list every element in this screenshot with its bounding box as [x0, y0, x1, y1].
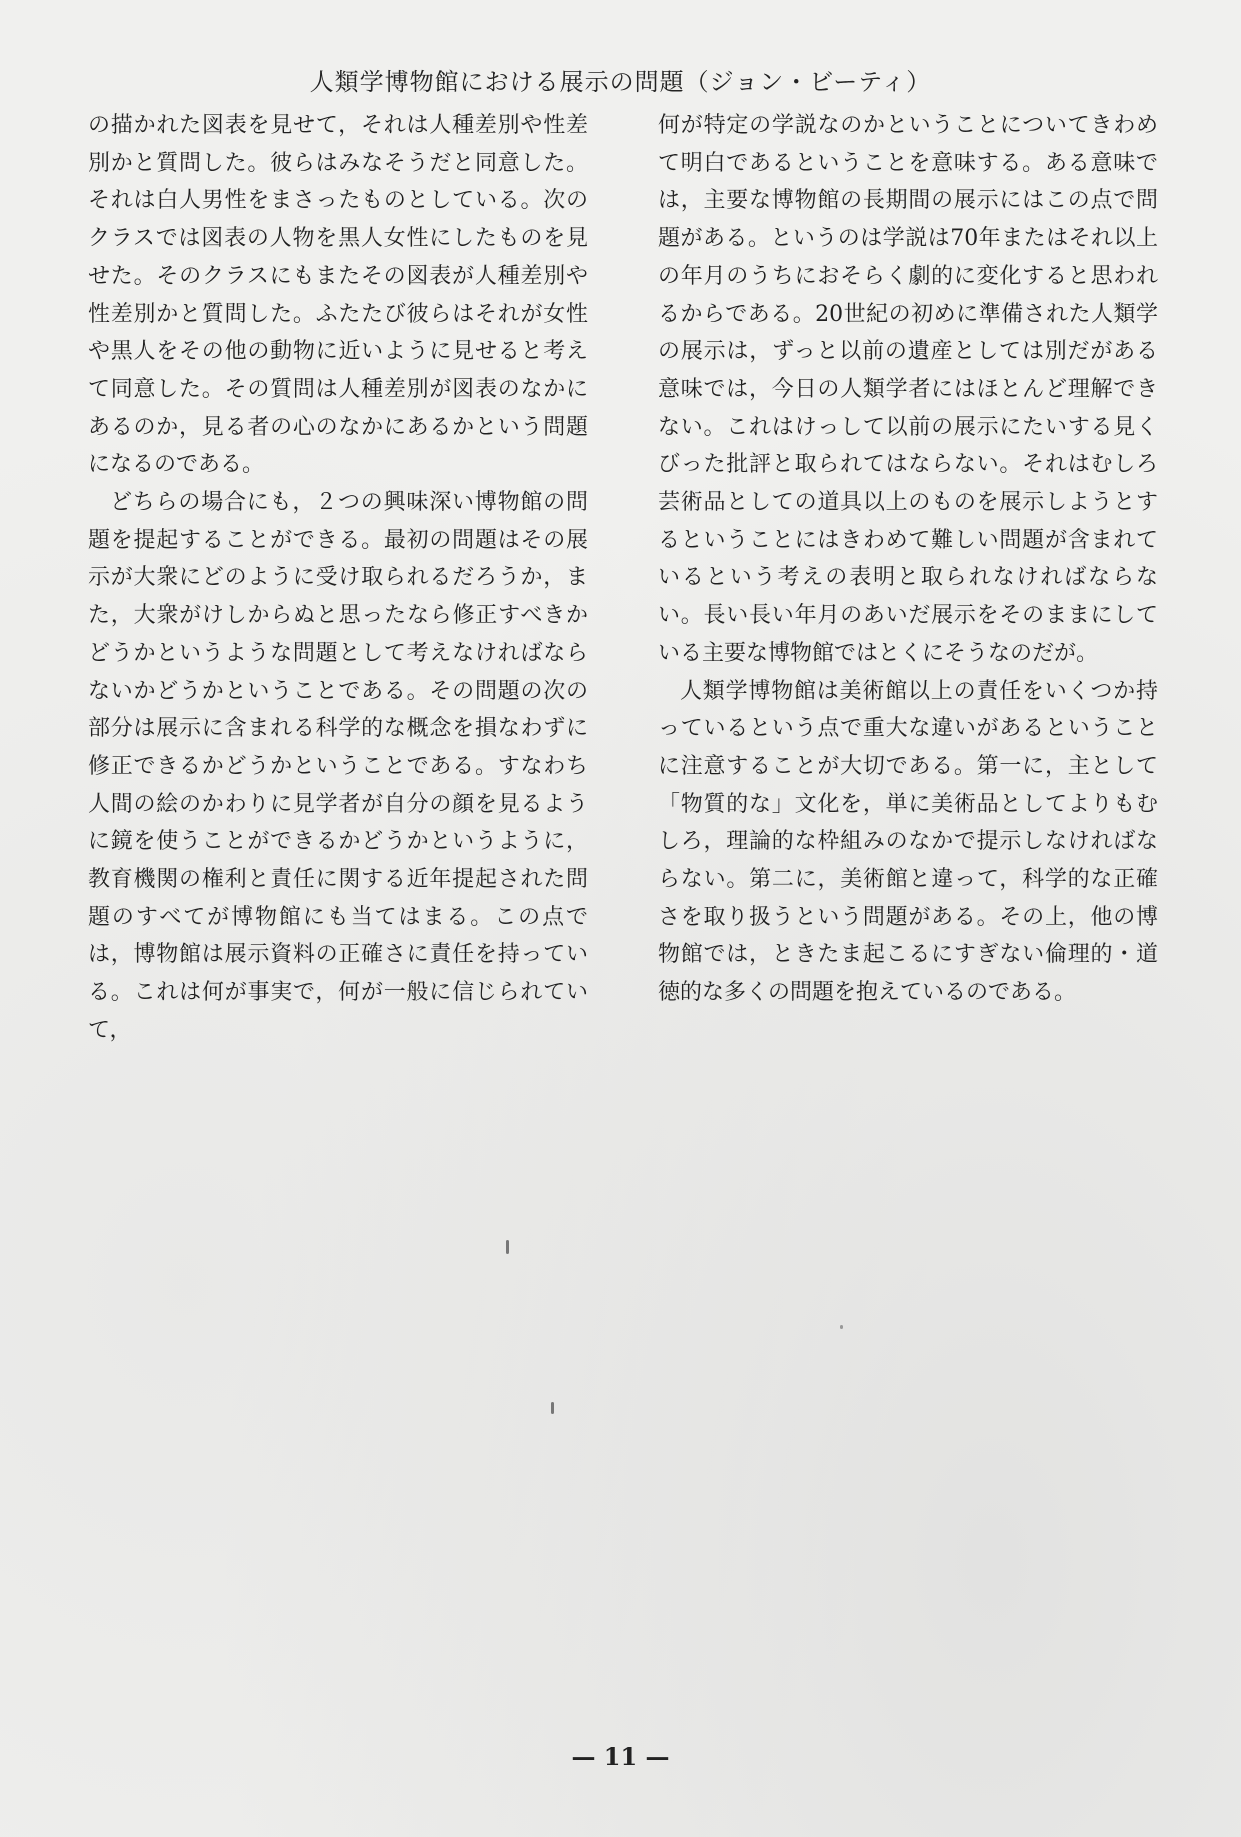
paper-speck: [506, 1240, 509, 1254]
right-paragraph-1: 何が特定の学説なのかということについてきわめて明白であるということを意味する。ある意味では，主要な博物館の長期間の展示にはこの点で問題がある。というのは学説は70年またはそれ以上の年月のうちにおそらく劇的に変化すると思われるからである。20世紀の初めに準備された人類学の展示は，ずっと以前の遺産としては別だがある意味では，今日の人類学者にはほとんど理解できない。これはけっして以前の展示にたいする見くびった批評と取られてはならない。それはむしろ芸術品としての道具以上のものを展示しようとするということにはきわめて難しい問題が含まれているという考えの表明と取られなければならない。長い長い年月のあいだ展示をそのままにしている主要な博物館ではとくにそうなのだが。: [658, 113, 1158, 666]
running-header: 人類学博物館における展示の問題（ジョン・ビーティ）: [309, 68, 932, 96]
paper-speck: [840, 1325, 843, 1329]
left-text-column: [88, 107, 588, 1050]
left-paragraph-1: の描かれた図表を見せて，それは人種差別や性差別かと質問した。彼らはみなそうだと同意した。それは白人男性をまさったものとしている。次のクラスでは図表の人物を黒人女性にしたものを見せた。そのクラスにもまたその図表が人種差別や性差別かと質問した。ふたたび彼らはそれが女性や黒人をその他の動物に近いように見せると考えて同意した。その質問は人種差別が図表のなかにあるのか，見る者の心のなかにあるかという問題になるのである。: [88, 113, 588, 478]
left-paragraph-2: どちらの場合にも，２つの興味深い博物館の問題を提起することができる。最初の問題はその展示が大衆にどのように受け取られるだろうか，また，大衆がけしからぬと思ったなら修正すべきかどうかというような問題として考えなければならないかどうかということである。その問題の次の部分は展示に含まれる科学的な概念を損なわずに修正できるかどうかということである。すなわち人間の絵のかわりに見学者が自分の顔を見るように鏡を使うことができるかどうかというように，教育機関の権利と責任に関する近年提起された問題のすべてが博物館にも当てはまる。この点では，博物館は展示資料の正確さに責任を持っている。これは何が事実で，何が一般に信じられていて，: [88, 490, 588, 1043]
page-number: — 11 —: [571, 1742, 670, 1771]
paper-speck: [551, 1402, 554, 1414]
right-paragraph-2: 人類学博物館は美術館以上の責任をいくつか持っているという点で重大な違いがあるということに注意することが大切である。第一に，主として「物質的な」文化を，単に美術品としてよりもむしろ，理論的な枠組みのなかで提示しなければならない。第二に，美術館と違って，科学的な正確さを取り扱うという問題がある。その上，他の博物館では，ときたま起こるにすぎない倫理的・道徳的な多くの問題を抱えているのである。: [658, 678, 1158, 1006]
right-text-column: [658, 107, 1158, 1012]
